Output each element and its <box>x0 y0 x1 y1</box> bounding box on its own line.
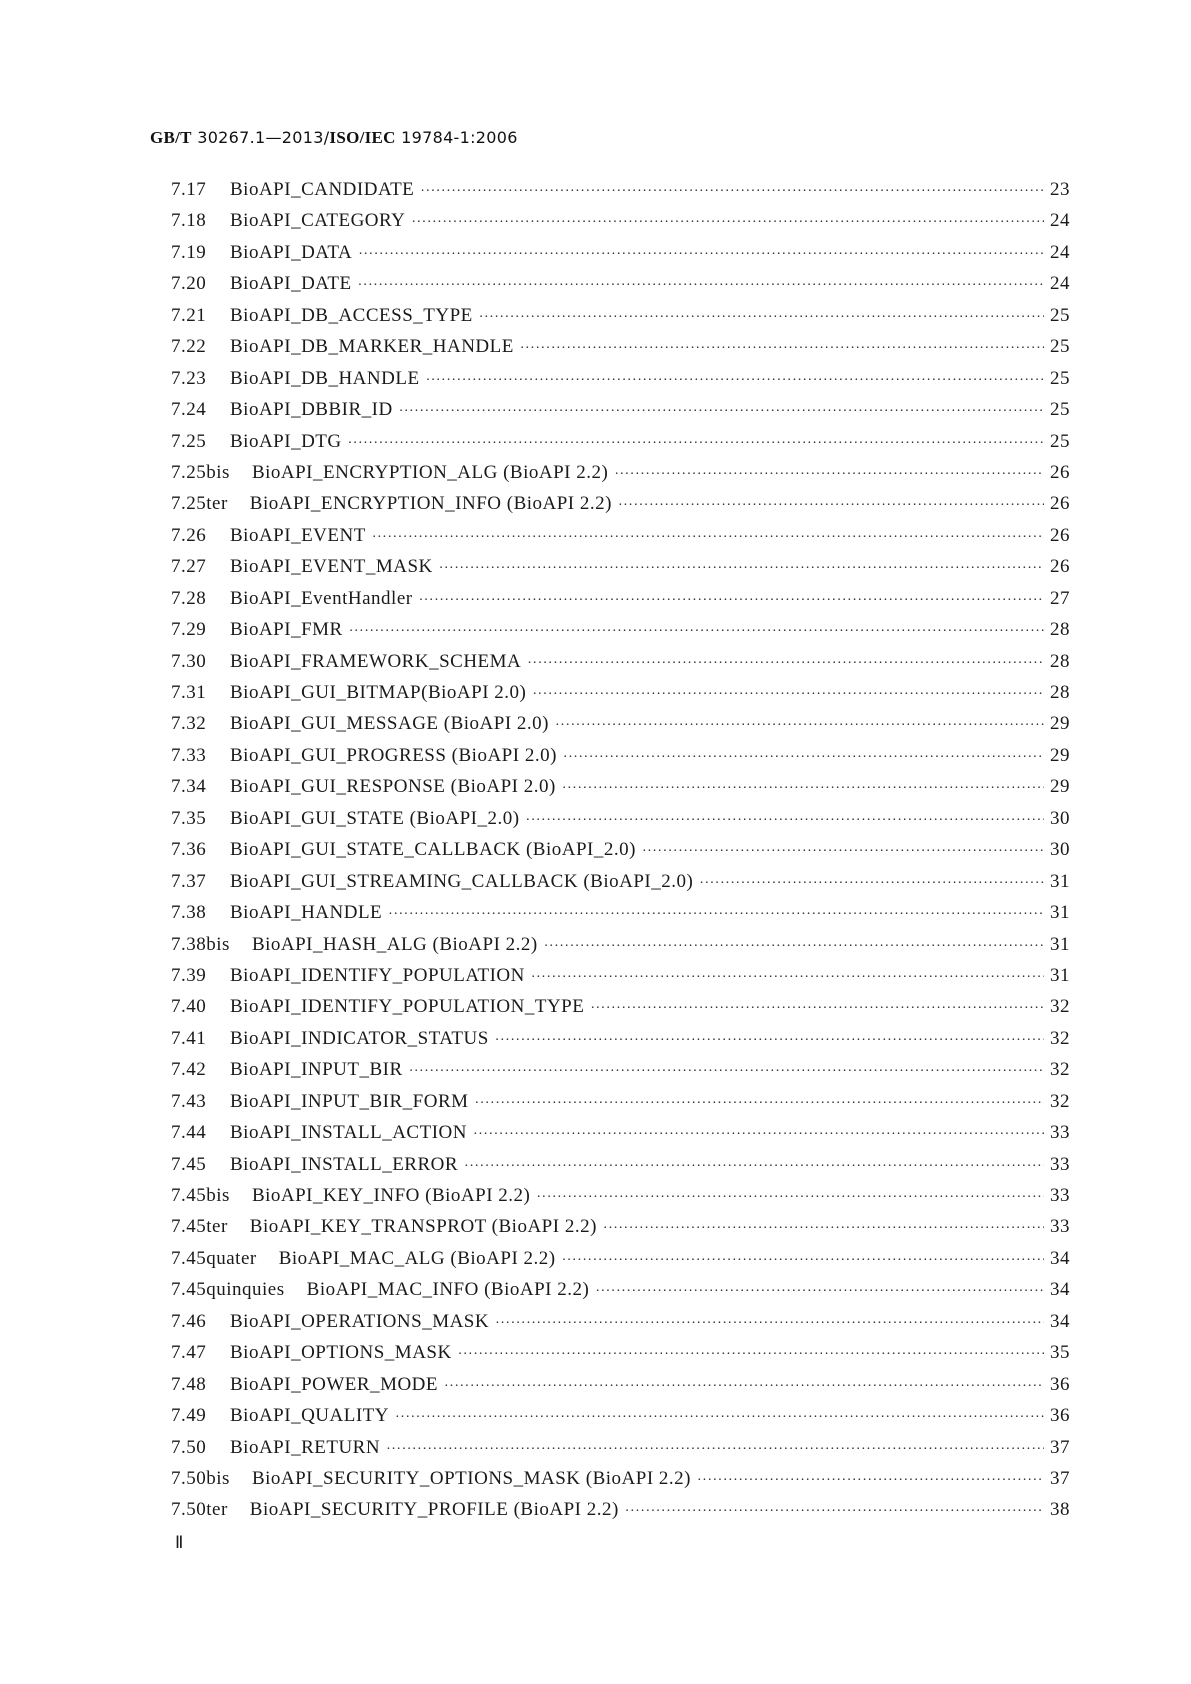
toc-entry-number: 7.35 <box>171 807 207 829</box>
toc-entry[interactable] <box>171 179 1070 210</box>
toc-leader-dots <box>419 593 1044 609</box>
toc-entry[interactable] <box>171 1279 1070 1310</box>
toc-entry-title: BioAPI_SECURITY_PROFILE (BioAPI 2.2) <box>249 1499 619 1521</box>
toc-entry-page: 31 <box>1050 933 1070 955</box>
toc-entry-number: 7.45quinquies <box>171 1279 285 1301</box>
toc-entry-title: BioAPI_DATA <box>230 241 353 263</box>
toc-entry[interactable] <box>171 368 1070 399</box>
toc-entry-title: BioAPI_INDICATOR_STATUS <box>230 1027 489 1049</box>
toc-entry-number: 7.18 <box>171 210 207 232</box>
toc-entry-number: 7.17 <box>171 179 207 200</box>
header-tail: 19784-1:2006 <box>401 128 518 147</box>
toc-entry-title: BioAPI_HANDLE <box>230 902 383 924</box>
toc-leader-dots <box>358 278 1044 294</box>
toc-leader-dots <box>555 718 1044 734</box>
toc-entry-page: 30 <box>1050 839 1070 861</box>
toc-leader-dots <box>618 498 1044 514</box>
toc-entry[interactable] <box>171 1374 1070 1405</box>
toc-entry-number: 7.26 <box>171 524 207 546</box>
toc-entry-number: 7.22 <box>171 336 207 358</box>
toc-leader-dots <box>395 1410 1044 1426</box>
toc-entry[interactable] <box>171 651 1070 682</box>
toc-entry-title: BioAPI_ENCRYPTION_ALG (BioAPI 2.2) <box>251 461 609 483</box>
toc-entry-number: 7.29 <box>171 619 207 641</box>
toc-leader-dots <box>349 624 1044 640</box>
toc-entry-number: 7.25 <box>171 430 207 452</box>
toc-entry-page: 36 <box>1050 1405 1070 1427</box>
toc-entry-page: 29 <box>1050 776 1070 798</box>
toc-entry-number: 7.50bis <box>171 1467 230 1489</box>
toc-entry-number: 7.42 <box>171 1059 207 1081</box>
toc-entry[interactable] <box>171 1499 1070 1530</box>
toc-entry-number: 7.38bis <box>171 933 230 955</box>
toc-entry-page: 31 <box>1050 964 1070 986</box>
toc-entry[interactable] <box>171 965 1070 996</box>
toc-entry-number: 7.21 <box>171 304 207 326</box>
toc-entry[interactable] <box>171 1028 1070 1059</box>
toc-entry-title: BioAPI_FMR <box>230 619 343 641</box>
toc-entry-page: 34 <box>1050 1247 1070 1269</box>
toc-entry[interactable] <box>171 493 1070 524</box>
toc-entry-page: 33 <box>1050 1122 1070 1144</box>
toc-entry-page: 25 <box>1050 367 1070 389</box>
toc-entry-title: BioAPI_INSTALL_ERROR <box>230 1153 459 1175</box>
toc-entry[interactable] <box>171 996 1070 1027</box>
toc-entry-title: BioAPI_DTG <box>230 430 342 452</box>
toc-leader-dots <box>386 1442 1044 1458</box>
toc-entry-number: 7.40 <box>171 996 207 1018</box>
toc-entry-page: 24 <box>1050 210 1070 232</box>
toc-leader-dots <box>699 876 1044 892</box>
toc-entry[interactable] <box>171 934 1070 965</box>
toc-entry-title: BioAPI_DB_ACCESS_TYPE <box>230 304 473 326</box>
toc-entry-title: BioAPI_OPERATIONS_MASK <box>230 1310 490 1332</box>
toc-entry[interactable] <box>171 871 1070 902</box>
toc-entry-page: 26 <box>1050 524 1070 546</box>
toc-entry-page: 31 <box>1050 870 1070 892</box>
toc-entry-page: 37 <box>1050 1467 1070 1489</box>
toc-entry-page: 26 <box>1050 461 1070 483</box>
toc-entry-page: 32 <box>1050 1059 1070 1081</box>
toc-entry-number: 7.23 <box>171 367 207 389</box>
toc-leader-dots <box>536 1190 1044 1206</box>
toc-leader-dots <box>426 373 1044 389</box>
toc-entry[interactable] <box>171 1248 1070 1279</box>
toc-leader-dots <box>464 1159 1044 1175</box>
toc-leader-dots <box>532 687 1044 703</box>
toc-leader-dots <box>563 750 1044 766</box>
toc-entry-title: BioAPI_SECURITY_OPTIONS_MASK (BioAPI 2.2) <box>251 1467 692 1489</box>
toc-entry-number: 7.45bis <box>171 1185 230 1206</box>
toc-entry-page: 24 <box>1050 273 1070 295</box>
toc-entry-number: 7.37 <box>171 870 207 892</box>
header-standard: GB/T <box>150 128 192 147</box>
toc-entry-page: 33 <box>1050 1185 1070 1206</box>
toc-leader-dots <box>603 1221 1044 1237</box>
toc-entry-title: BioAPI_HASH_ALG (BioAPI 2.2) <box>251 933 538 955</box>
toc-entry-page: 37 <box>1050 1436 1070 1458</box>
toc-leader-dots <box>475 1096 1044 1112</box>
toc-entry-number: 7.28 <box>171 587 207 609</box>
toc-entry-title: BioAPI_CANDIDATE <box>230 179 415 200</box>
toc-entry-title: BioAPI_EVENT <box>230 524 366 546</box>
toc-entry-number: 7.45ter <box>171 1216 228 1238</box>
toc-entry-page: 29 <box>1050 744 1070 766</box>
toc-entry-page: 28 <box>1050 682 1070 703</box>
toc-leader-dots <box>495 1316 1044 1332</box>
toc-leader-dots <box>590 1001 1044 1017</box>
toc-entry[interactable] <box>171 808 1070 839</box>
toc-entry-number: 7.39 <box>171 964 207 986</box>
toc-entry-title: BioAPI_INPUT_BIR <box>230 1059 403 1081</box>
toc-leader-dots <box>473 1127 1044 1143</box>
header-number: 30267.1—2013/ <box>197 128 330 147</box>
toc-entry[interactable] <box>171 1216 1070 1247</box>
toc-entry-title: BioAPI_GUI_STATE (BioAPI_2.0) <box>230 807 520 829</box>
toc-leader-dots <box>358 247 1044 263</box>
toc-leader-dots <box>520 341 1044 357</box>
toc-entry-title: BioAPI_MAC_ALG (BioAPI 2.2) <box>278 1247 556 1269</box>
toc-entry[interactable] <box>171 1059 1070 1090</box>
toc-entry[interactable] <box>171 713 1070 744</box>
toc-entry-page: 33 <box>1050 1216 1070 1238</box>
toc-entry[interactable] <box>171 305 1070 336</box>
toc-entry-number: 7.45 <box>171 1153 207 1175</box>
toc-leader-dots <box>458 1347 1044 1363</box>
toc-leader-dots <box>388 907 1044 923</box>
toc-entry-number: 7.33 <box>171 744 207 766</box>
toc-entry[interactable] <box>171 1122 1070 1153</box>
toc-leader-dots <box>544 939 1044 955</box>
toc-entry-number: 7.50 <box>171 1436 207 1458</box>
toc-leader-dots <box>411 215 1044 231</box>
toc-entry-title: BioAPI_GUI_STATE_CALLBACK (BioAPI_2.0) <box>230 839 636 861</box>
toc-leader-dots <box>526 813 1044 829</box>
toc-entry-number: 7.50ter <box>171 1499 228 1521</box>
toc-entry-title: BioAPI_OPTIONS_MASK <box>230 1342 452 1364</box>
toc-entry-title: BioAPI_CATEGORY <box>230 210 406 232</box>
toc-entry-number: 7.44 <box>171 1122 207 1144</box>
toc-entry-number: 7.20 <box>171 273 207 295</box>
toc-entry-title: BioAPI_DB_MARKER_HANDLE <box>230 336 514 358</box>
toc-entry-number: 7.41 <box>171 1027 207 1049</box>
toc-leader-dots <box>595 1284 1044 1300</box>
toc-entry-title: BioAPI_GUI_STREAMING_CALLBACK (BioAPI_2.0) <box>230 870 694 892</box>
toc-entry-page: 33 <box>1050 1153 1070 1175</box>
toc-leader-dots <box>614 467 1044 483</box>
toc-entry-title: BioAPI_DATE <box>230 273 352 295</box>
toc-entry-title: BioAPI_POWER_MODE <box>230 1373 439 1395</box>
toc-entry[interactable] <box>171 902 1070 933</box>
toc-entry-title: BioAPI_GUI_RESPONSE (BioAPI 2.0) <box>230 776 556 798</box>
toc-entry-number: 7.49 <box>171 1405 207 1427</box>
toc-entry[interactable] <box>171 839 1070 870</box>
table-of-contents <box>171 179 1070 1531</box>
toc-entry-title: BioAPI_QUALITY <box>230 1405 389 1427</box>
toc-leader-dots <box>527 656 1044 672</box>
toc-entry[interactable] <box>171 242 1070 273</box>
toc-entry-title: BioAPI_GUI_BITMAP(BioAPI 2.0) <box>230 682 527 703</box>
toc-entry-number: 7.19 <box>171 241 207 263</box>
toc-entry-number: 7.47 <box>171 1342 207 1364</box>
toc-leader-dots <box>439 561 1044 577</box>
toc-entry[interactable] <box>171 556 1070 587</box>
toc-entry[interactable] <box>171 210 1070 241</box>
toc-entry[interactable] <box>171 776 1070 807</box>
toc-entry-page: 26 <box>1050 493 1070 515</box>
toc-leader-dots <box>697 1473 1044 1489</box>
toc-entry-number: 7.25ter <box>171 493 228 515</box>
toc-leader-dots <box>479 310 1044 326</box>
toc-entry-page: 32 <box>1050 996 1070 1018</box>
toc-entry[interactable] <box>171 525 1070 556</box>
toc-entry-page: 28 <box>1050 650 1070 672</box>
toc-entry-page: 25 <box>1050 304 1070 326</box>
toc-entry[interactable] <box>171 336 1070 367</box>
toc-entry-page: 32 <box>1050 1090 1070 1112</box>
toc-entry-page: 36 <box>1050 1373 1070 1395</box>
toc-entry-title: BioAPI_KEY_INFO (BioAPI 2.2) <box>251 1185 531 1206</box>
toc-leader-dots <box>348 436 1044 452</box>
toc-entry[interactable] <box>171 682 1070 713</box>
toc-entry[interactable] <box>171 745 1070 776</box>
toc-entry-page: 25 <box>1050 336 1070 358</box>
toc-leader-dots <box>409 1064 1044 1080</box>
toc-entry-title: BioAPI_INSTALL_ACTION <box>230 1122 467 1144</box>
toc-entry-number: 7.36 <box>171 839 207 861</box>
toc-entry-number: 7.43 <box>171 1090 207 1112</box>
toc-leader-dots <box>399 404 1044 420</box>
header-iso: ISO/IEC <box>329 128 396 147</box>
toc-entry-number: 7.31 <box>171 682 207 703</box>
toc-entry-page: 25 <box>1050 399 1070 421</box>
toc-entry-number: 7.34 <box>171 776 207 798</box>
toc-entry-page: 23 <box>1050 179 1070 200</box>
toc-entry[interactable] <box>171 1154 1070 1185</box>
toc-entry-page: 38 <box>1050 1499 1070 1521</box>
toc-entry-page: 27 <box>1050 587 1070 609</box>
toc-entry[interactable] <box>171 1405 1070 1436</box>
toc-entry-number: 7.24 <box>171 399 207 421</box>
toc-entry-page: 32 <box>1050 1027 1070 1049</box>
toc-entry-page: 26 <box>1050 556 1070 578</box>
toc-entry[interactable] <box>171 462 1070 493</box>
toc-entry-page: 24 <box>1050 241 1070 263</box>
toc-entry[interactable] <box>171 1091 1070 1122</box>
toc-leader-dots <box>531 970 1044 986</box>
toc-entry-number: 7.32 <box>171 713 207 735</box>
toc-entry-page: 28 <box>1050 619 1070 641</box>
toc-entry[interactable] <box>171 1342 1070 1373</box>
toc-entry-title: BioAPI_EVENT_MASK <box>230 556 433 578</box>
toc-entry-page: 25 <box>1050 430 1070 452</box>
toc-leader-dots <box>562 781 1044 797</box>
toc-entry-page: 30 <box>1050 807 1070 829</box>
toc-entry-title: BioAPI_DB_HANDLE <box>230 367 420 389</box>
toc-entry[interactable] <box>171 1311 1070 1342</box>
toc-entry-title: BioAPI_KEY_TRANSPROT (BioAPI 2.2) <box>249 1216 597 1238</box>
toc-entry-title: BioAPI_FRAMEWORK_SCHEMA <box>230 650 522 672</box>
toc-entry-page: 35 <box>1050 1342 1070 1364</box>
toc-entry-title: BioAPI_MAC_INFO (BioAPI 2.2) <box>306 1279 590 1301</box>
toc-entry-number: 7.46 <box>171 1310 207 1332</box>
toc-entry[interactable] <box>171 431 1070 462</box>
toc-entry[interactable] <box>171 273 1070 304</box>
toc-entry-number: 7.27 <box>171 556 207 578</box>
toc-entry[interactable] <box>171 1185 1070 1216</box>
toc-leader-dots <box>444 1379 1044 1395</box>
toc-leader-dots <box>420 184 1044 200</box>
toc-entry-page: 34 <box>1050 1279 1070 1301</box>
toc-entry-title: BioAPI_DBBIR_ID <box>230 399 393 421</box>
toc-entry[interactable] <box>171 1468 1070 1499</box>
running-header <box>150 128 518 148</box>
toc-entry-number: 7.38 <box>171 902 207 924</box>
toc-entry-number: 7.45quater <box>171 1247 257 1269</box>
toc-entry-page: 29 <box>1050 713 1070 735</box>
toc-entry[interactable] <box>171 619 1070 650</box>
toc-entry-title: BioAPI_ENCRYPTION_INFO (BioAPI 2.2) <box>249 493 612 515</box>
toc-entry-number: 7.25bis <box>171 461 230 483</box>
toc-leader-dots <box>495 1033 1044 1049</box>
toc-entry[interactable] <box>171 588 1070 619</box>
toc-entry-number: 7.30 <box>171 650 207 672</box>
toc-leader-dots <box>642 844 1044 860</box>
toc-entry-title: BioAPI_GUI_MESSAGE (BioAPI 2.0) <box>230 713 549 735</box>
toc-entry-title: BioAPI_GUI_PROGRESS (BioAPI 2.0) <box>230 744 557 766</box>
toc-entry-page: 31 <box>1050 902 1070 924</box>
page-number: Ⅱ <box>175 1533 184 1552</box>
toc-leader-dots <box>372 530 1044 546</box>
toc-leader-dots <box>562 1253 1044 1269</box>
toc-entry-title: BioAPI_IDENTIFY_POPULATION_TYPE <box>230 996 585 1018</box>
toc-entry-page: 34 <box>1050 1310 1070 1332</box>
toc-entry-title: BioAPI_EventHandler <box>230 587 413 609</box>
toc-entry-title: BioAPI_IDENTIFY_POPULATION <box>230 964 525 986</box>
toc-entry-title: BioAPI_RETURN <box>230 1436 381 1458</box>
toc-entry[interactable] <box>171 399 1070 430</box>
toc-entry-number: 7.48 <box>171 1373 207 1395</box>
toc-entry[interactable] <box>171 1437 1070 1468</box>
toc-entry-title: BioAPI_INPUT_BIR_FORM <box>230 1090 469 1112</box>
toc-leader-dots <box>625 1504 1044 1520</box>
